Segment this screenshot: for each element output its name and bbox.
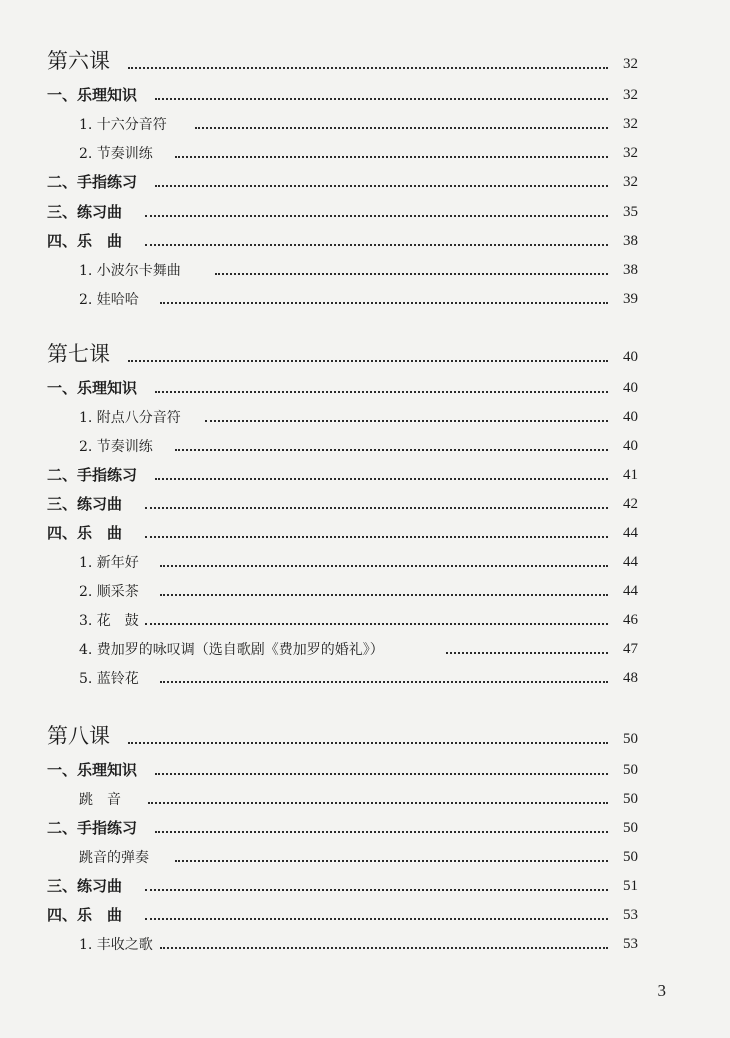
toc-entry: [0, 81, 730, 105]
toc-entry: [0, 843, 730, 867]
toc-entry-page: 50: [623, 820, 638, 836]
toc-entry-title: 1. 新年好: [79, 555, 139, 571]
toc-entry: [0, 139, 730, 163]
toc-dot-leader: [145, 623, 608, 625]
toc-dot-leader: [155, 773, 608, 775]
toc-entry-page: 47: [623, 641, 638, 657]
toc-dot-leader: [128, 360, 608, 362]
toc-entry-page: 50: [623, 762, 638, 778]
toc-entry: [0, 930, 730, 954]
toc-entry: [0, 343, 730, 367]
toc-entry: [0, 432, 730, 456]
toc-entry: [0, 814, 730, 838]
toc-entry-title: 一、乐理知识: [47, 86, 138, 104]
toc-entry-title: 2. 节奏训练: [79, 439, 153, 455]
toc-entry: [0, 198, 730, 222]
toc-entry-page: 32: [623, 56, 638, 72]
toc-dot-leader: [155, 478, 608, 480]
toc-entry-page: 40: [623, 380, 638, 396]
toc-entry: [0, 872, 730, 896]
toc-entry: [0, 374, 730, 398]
toc-entry-page: 53: [623, 907, 638, 923]
toc-entry-title: 2. 顺采茶: [79, 584, 139, 600]
toc-dot-leader: [148, 802, 608, 804]
toc-dot-leader: [446, 652, 608, 654]
toc-entry-title: 5. 蓝铃花: [79, 671, 139, 687]
toc-dot-leader: [195, 127, 608, 129]
toc-dot-leader: [155, 98, 608, 100]
toc-entry: [0, 635, 730, 659]
toc-entry-page: 44: [623, 554, 638, 570]
toc-entry-page: 48: [623, 670, 638, 686]
toc-entry-page: 32: [623, 116, 638, 132]
toc-entry: [0, 606, 730, 630]
toc-entry-page: 42: [623, 496, 638, 512]
toc-entry-title: 1. 小波尔卡舞曲: [79, 263, 181, 279]
toc-entry-page: 51: [623, 878, 638, 894]
toc-dot-leader: [205, 420, 608, 422]
toc-entry-title: 三、练习曲: [47, 877, 123, 895]
toc-entry: [0, 50, 730, 74]
page-number: 3: [657, 981, 666, 1000]
toc-entry: [0, 519, 730, 543]
toc-entry-page: 50: [623, 731, 638, 747]
toc-entry: [0, 168, 730, 192]
toc-entry-page: 32: [623, 145, 638, 161]
toc-dot-leader: [175, 860, 608, 862]
toc-entry: [0, 403, 730, 427]
toc-entry-title: 3. 花 鼓: [79, 613, 139, 629]
toc-entry: [0, 256, 730, 280]
toc-entry: [0, 785, 730, 809]
toc-dot-leader: [128, 67, 608, 69]
toc-entry: [0, 548, 730, 572]
toc-dot-leader: [145, 215, 608, 217]
toc-entry-title: 第七课: [47, 342, 110, 366]
toc-entry-page: 32: [623, 87, 638, 103]
toc-dot-leader: [145, 507, 608, 509]
toc-entry-title: 4. 费加罗的咏叹调（选自歌剧《费加罗的婚礼》）: [79, 642, 384, 658]
toc-entry-title: 二、手指练习: [47, 173, 138, 191]
toc-entry-page: 44: [623, 525, 638, 541]
toc-entry-title: 四、乐 曲: [47, 524, 123, 542]
toc-entry: [0, 577, 730, 601]
toc-dot-leader: [155, 391, 608, 393]
toc-entry-title: 1. 附点八分音符: [79, 410, 181, 426]
toc-entry-title: 1. 十六分音符: [79, 117, 167, 133]
toc-entry-page: 40: [623, 349, 638, 365]
toc-entry: [0, 664, 730, 688]
toc-entry-title: 第八课: [47, 724, 110, 748]
toc-entry-title: 三、练习曲: [47, 495, 123, 513]
toc-entry-title: 2. 娃哈哈: [79, 292, 139, 308]
toc-entry-title: 三、练习曲: [47, 203, 123, 221]
toc-dot-leader: [215, 273, 608, 275]
toc-entry-page: 44: [623, 583, 638, 599]
toc-entry-page: 40: [623, 409, 638, 425]
toc-entry: [0, 756, 730, 780]
toc-entry-title: 四、乐 曲: [47, 906, 123, 924]
toc-entry-page: 40: [623, 438, 638, 454]
toc-entry-page: 41: [623, 467, 638, 483]
toc-entry-title: 一、乐理知识: [47, 761, 138, 779]
toc-dot-leader: [160, 594, 608, 596]
toc-dot-leader: [145, 244, 608, 246]
toc-entry: [0, 901, 730, 925]
toc-entry-title: 2. 节奏训练: [79, 146, 153, 162]
toc-dot-leader: [160, 947, 608, 949]
toc-dot-leader: [155, 185, 608, 187]
toc-entry: [0, 725, 730, 749]
toc-dot-leader: [160, 302, 608, 304]
toc-dot-leader: [145, 536, 608, 538]
toc-entry-page: 38: [623, 262, 638, 278]
toc-entry-title: 跳 音: [79, 792, 121, 808]
toc-dot-leader: [145, 918, 608, 920]
toc-dot-leader: [175, 449, 608, 451]
toc-dot-leader: [155, 831, 608, 833]
toc-entry-title: 四、乐 曲: [47, 232, 123, 250]
toc-entry-page: 35: [623, 204, 638, 220]
toc-entry-page: 53: [623, 936, 638, 952]
toc-entry: [0, 461, 730, 485]
toc-entry-page: 39: [623, 291, 638, 307]
toc-entry-page: 32: [623, 174, 638, 190]
toc-dot-leader: [160, 565, 608, 567]
toc-entry-page: 50: [623, 791, 638, 807]
toc-dot-leader: [128, 742, 608, 744]
toc-entry-title: 跳音的弹奏: [79, 850, 149, 866]
toc-dot-leader: [145, 889, 608, 891]
toc-entry-title: 二、手指练习: [47, 819, 138, 837]
toc-entry: [0, 110, 730, 134]
toc-dot-leader: [175, 156, 608, 158]
toc-entry-title: 二、手指练习: [47, 466, 138, 484]
toc-entry-title: 1. 丰收之歌: [79, 937, 153, 953]
toc-entry: [0, 490, 730, 514]
toc-entry-page: 38: [623, 233, 638, 249]
toc-entry-page: 50: [623, 849, 638, 865]
toc-dot-leader: [160, 681, 608, 683]
toc-entry: [0, 227, 730, 251]
toc-entry-page: 46: [623, 612, 638, 628]
toc-entry-title: 第六课: [47, 49, 110, 73]
toc-entry: [0, 285, 730, 309]
toc-entry-title: 一、乐理知识: [47, 379, 138, 397]
